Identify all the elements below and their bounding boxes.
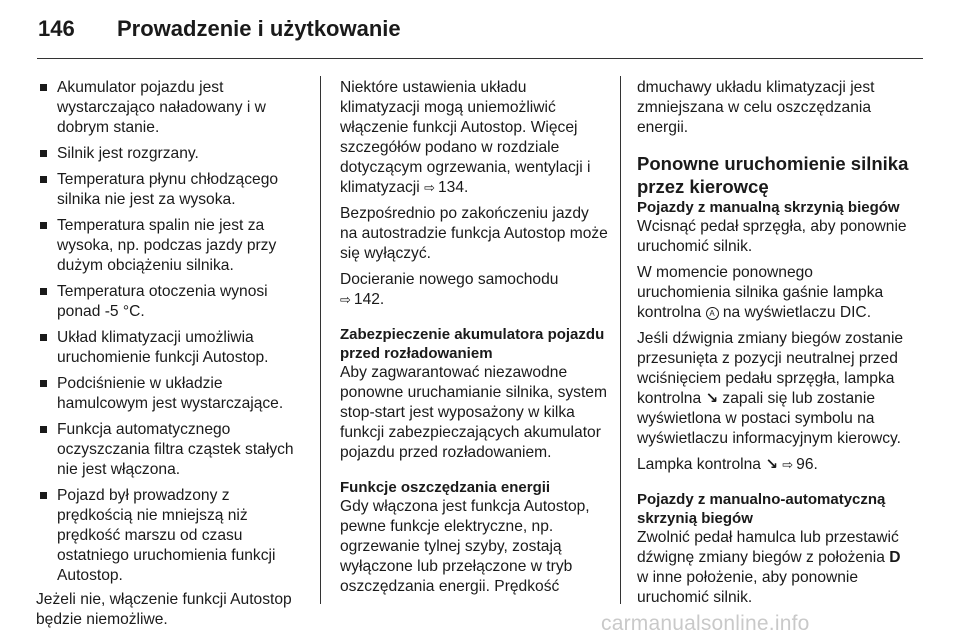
paragraph bbox=[340, 78, 608, 198]
column-divider bbox=[320, 76, 321, 604]
list-item: Układ klimatyzacji umożliwia uruchomienie funkcji Autostop. bbox=[36, 328, 308, 368]
column-divider bbox=[620, 76, 621, 604]
paragraph-text: Lampka kontrolna bbox=[637, 456, 761, 473]
page-number: 146 bbox=[38, 16, 75, 41]
list-item: Pojazd był prowadzony z prędkością nie mniejszą niż prędkość marszu od czasu ostatniego uruchomienia funkcji Autostop. bbox=[36, 486, 308, 586]
paragraph: Aby zagwarantować niezawodne ponowne uruchamianie silnika, system stop-start jest wyposażony w kilka funkcji zabezpieczających akumulator pojazdu przed rozładowaniem. bbox=[340, 364, 607, 461]
page-ref: 142. bbox=[353, 291, 385, 308]
list-item: Temperatura płynu chłodzącego silnika nie jest za wysoka. bbox=[36, 170, 308, 210]
conditions-list bbox=[36, 78, 308, 586]
paragraph bbox=[340, 270, 608, 310]
paragraph-text: W momencie ponownego uruchomienia silnika gaśnie lampka kontrolna bbox=[637, 264, 884, 321]
gear-position: D bbox=[889, 549, 901, 566]
subheading: Pojazdy z manualno-automatyczną skrzynią biegów bbox=[637, 491, 886, 527]
paragraph: Gdy włączona jest funkcja Autostop, pewne funkcje elektryczne, np. ogrzewanie tylnej szyby, zostają wyłączone lub przełączone w tryb oszczędzania energii. Prędkość bbox=[340, 498, 590, 595]
engine-warning-icon: ↘ bbox=[765, 456, 778, 473]
list-item: Silnik jest rozgrzany. bbox=[36, 144, 308, 164]
column-2 bbox=[340, 78, 608, 603]
paragraph-text: zapali się lub zostanie wyświetlona w postaci symbolu na wyświetlaczu informacyjnym kierowcy. bbox=[637, 390, 901, 447]
page-ref: 134. bbox=[437, 179, 469, 196]
page-ref: 96. bbox=[796, 456, 818, 473]
watermark: carmanualsonline.info bbox=[601, 612, 810, 635]
paragraph: dmuchawy układu klimatyzacji jest zmniejszana w celu oszczędzania energii. bbox=[637, 79, 875, 136]
paragraph-text: Docieranie nowego samochodu bbox=[340, 271, 559, 288]
subheading: Zabezpieczenie akumulatora pojazdu przed rozładowaniem bbox=[340, 326, 605, 362]
paragraph: Wcisnąć pedał sprzęgła, aby ponownie uruchomić silnik. bbox=[637, 218, 907, 255]
paragraph-text: Jeśli dźwignia zmiany biegów zostanie przesunięta z pozycji neutralnej przed wciśnięciem pedału sprzęgła, lampka kontrolna bbox=[637, 330, 904, 407]
page-reference-arrow-icon[interactable] bbox=[782, 456, 818, 473]
list-item: Temperatura otoczenia wynosi ponad -5 °C. bbox=[36, 282, 308, 322]
paragraph bbox=[637, 263, 909, 323]
column-3 bbox=[637, 78, 909, 614]
column-1 bbox=[36, 78, 308, 636]
paragraph bbox=[637, 528, 909, 608]
page-header bbox=[37, 8, 923, 59]
paragraph-text: Niektóre ustawienia układu klimatyzacji mogą uniemożliwić włączenie funkcji Autostop. Więcej szczegółów podano w rozdziale dotyczącym ogrzewania, wentylacji i klimatyzacji bbox=[340, 79, 591, 196]
page-title: Prowadzenie i użytkowanie bbox=[117, 16, 401, 41]
engine-warning-icon: ↘ bbox=[705, 390, 719, 407]
paragraph-text: Zwolnić pedał hamulca lub przestawić dźwignę zmiany biegów z położenia bbox=[637, 529, 899, 566]
page-reference-arrow-icon[interactable] bbox=[424, 179, 468, 196]
autostop-a-icon: A bbox=[706, 307, 719, 320]
paragraph-text: na wyświetlaczu DIC. bbox=[722, 304, 872, 321]
list-item: Funkcja automatycznego oczyszczania filtra cząstek stałych nie jest włączona. bbox=[36, 420, 308, 480]
section-title: Ponowne uruchomienie silnika przez kierowcę bbox=[637, 153, 909, 197]
paragraph bbox=[637, 329, 909, 449]
page-reference-arrow-icon[interactable] bbox=[340, 291, 384, 308]
list-item: Temperatura spalin nie jest za wysoka, np. podczas jazdy przy dużym obciążeniu silnika. bbox=[36, 216, 308, 276]
list-item: Akumulator pojazdu jest wystarczająco naładowany i w dobrym stanie. bbox=[36, 78, 308, 138]
paragraph: Bezpośrednio po zakończeniu jazdy na autostradzie funkcja Autostop może się wyłączyć. bbox=[340, 205, 608, 262]
closing-paragraph: Jeżeli nie, włączenie funkcji Autostop będzie niemożliwe. bbox=[36, 591, 292, 628]
subheading: Pojazdy z manualną skrzynią biegów bbox=[637, 199, 900, 216]
paragraph bbox=[637, 455, 909, 475]
list-item: Podciśnienie w układzie hamulcowym jest wystarczające. bbox=[36, 374, 308, 414]
subheading: Funkcje oszczędzania energii bbox=[340, 479, 551, 496]
paragraph-text: w inne położenie, aby ponownie uruchomić silnik. bbox=[637, 569, 859, 606]
